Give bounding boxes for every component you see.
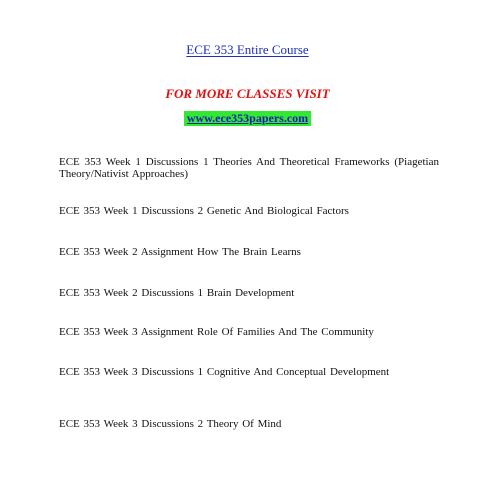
website-link[interactable]: www.ece353papers.com bbox=[184, 111, 311, 126]
list-item-week2-discussion1: ECE 353 Week 2 Discussions 1 Brain Development bbox=[59, 287, 295, 299]
list-item-week3-discussion2: ECE 353 Week 3 Discussions 2 Theory Of Mind bbox=[59, 418, 282, 430]
list-item-week3-discussion1: ECE 353 Week 3 Discussions 1 Cognitive And Conceptual Development bbox=[59, 366, 390, 378]
list-item-week1-discussion1: ECE 353 Week 1 Discussions 1 Theories And Theoretical Frameworks (Piagetian Theory/Nativist Approaches) bbox=[59, 156, 439, 180]
list-item-week2-assignment: ECE 353 Week 2 Assignment How The Brain Learns bbox=[59, 246, 301, 258]
website-container bbox=[0, 109, 495, 127]
course-title-link[interactable]: ECE 353 Entire Course bbox=[186, 42, 309, 57]
list-item-week3-assignment: ECE 353 Week 3 Assignment Role Of Families And The Community bbox=[59, 326, 374, 338]
promo-heading: FOR MORE CLASSES VISIT bbox=[165, 86, 330, 101]
list-item-week1-discussion2: ECE 353 Week 1 Discussions 2 Genetic And Biological Factors bbox=[59, 205, 349, 217]
